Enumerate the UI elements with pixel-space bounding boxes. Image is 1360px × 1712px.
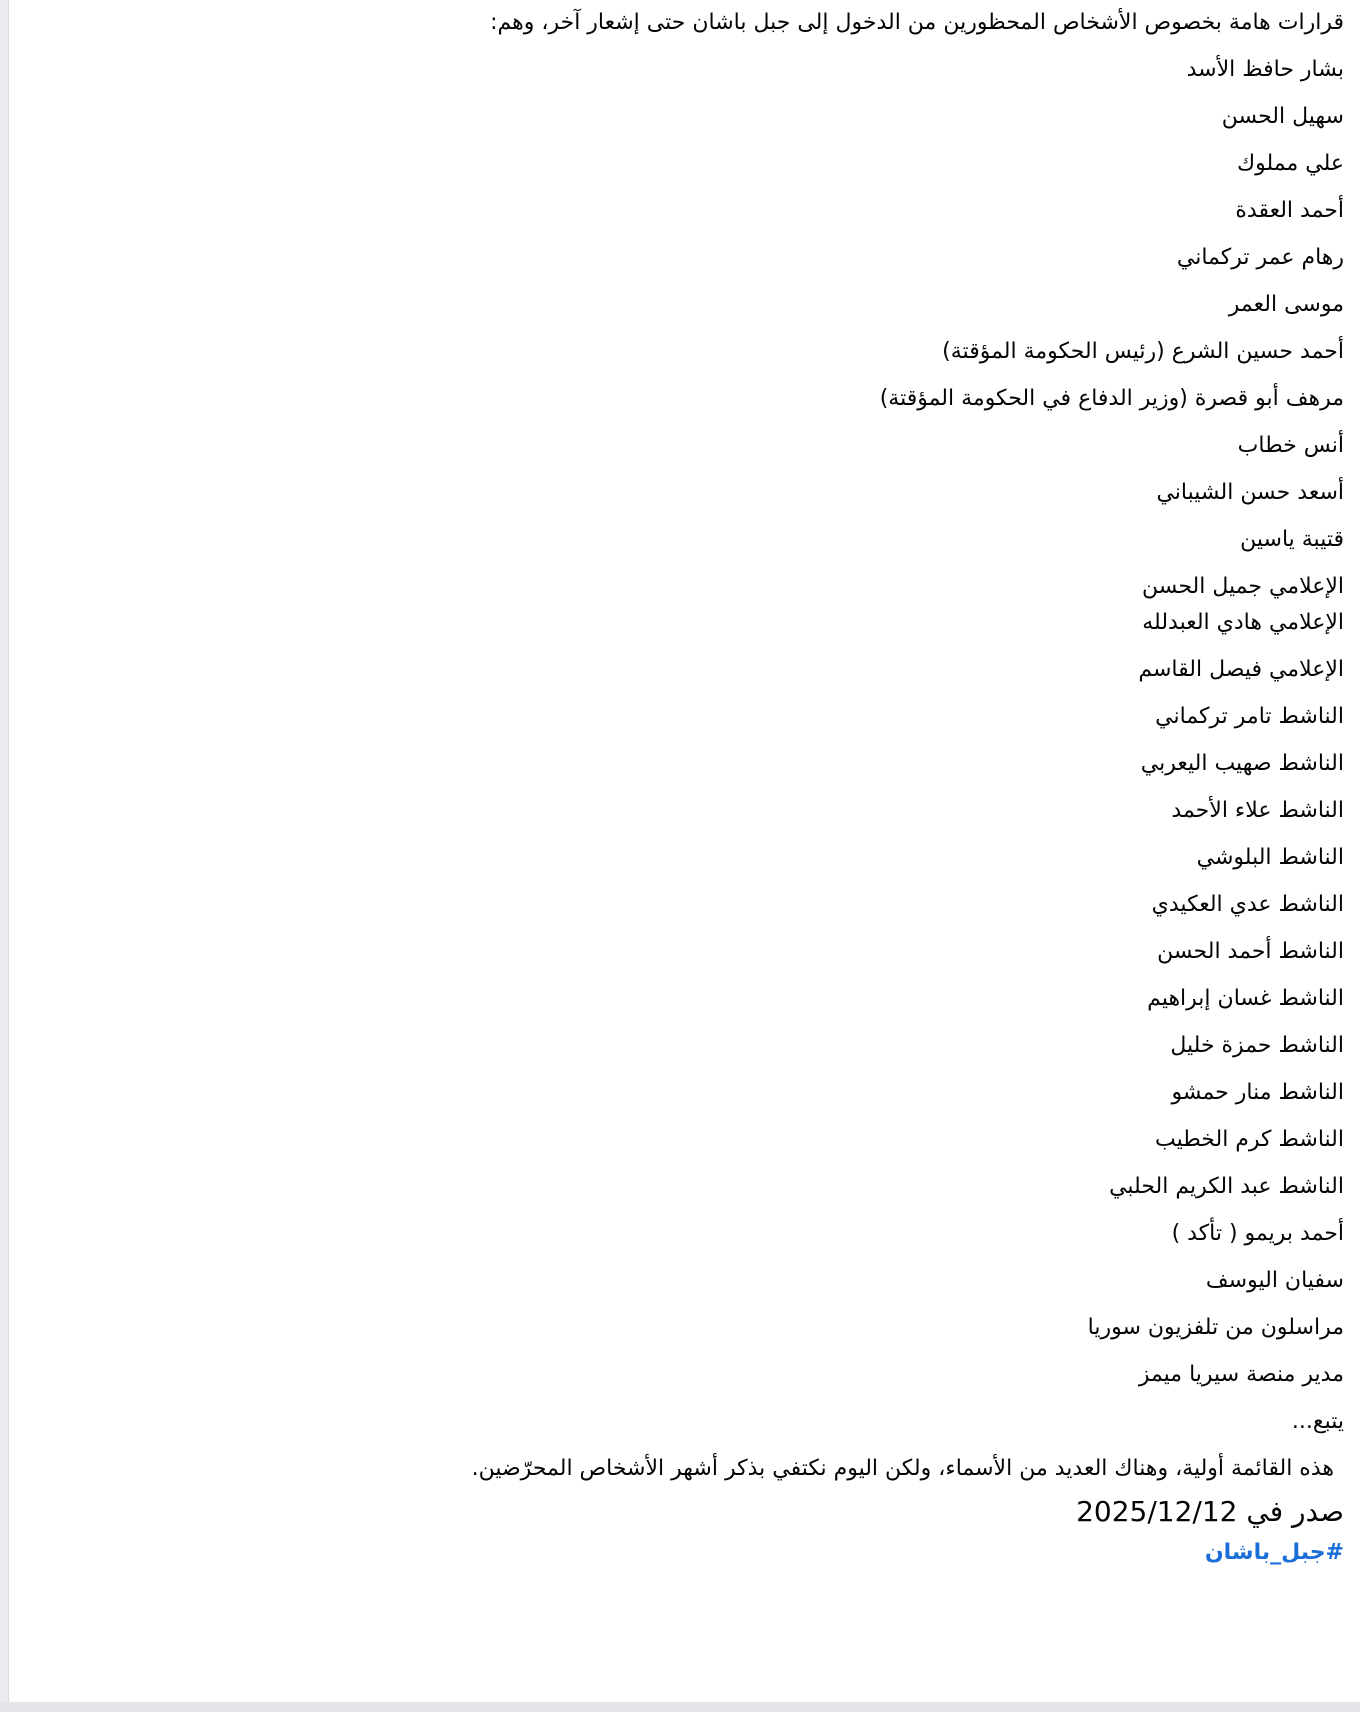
list-item: الإعلامي هادي العبدلله <box>1142 610 1344 635</box>
list-item: الناشط كرم الخطيب <box>1155 1127 1344 1152</box>
list-item: أسعد حسن الشيباني <box>1156 480 1344 505</box>
list-item: مدير منصة سيريا ميمز <box>1138 1362 1344 1387</box>
list-item: الناشط حمزة خليل <box>1170 1033 1344 1058</box>
list-item: أحمد العقدة <box>1235 198 1344 223</box>
post-intro: قرارات هامة بخصوص الأشخاص المحظورين من الدخول إلى جبل باشان حتى إشعار آخر، وهم: <box>490 10 1344 35</box>
list-item: أحمد حسين الشرع (رئيس الحكومة المؤقتة) <box>942 339 1344 364</box>
list-item: رهام عمر تركماني <box>1176 245 1344 270</box>
list-item: الناشط عدي العكيدي <box>1151 892 1344 917</box>
list-item: موسى العمر <box>1228 292 1344 317</box>
post-note: هذه القائمة أولية، وهناك العديد من الأسماء، ولكن اليوم نكتفي بذكر أشهر الأشخاص المحرّضين. <box>471 1456 1334 1481</box>
list-item: بشار حافظ الأسد <box>1186 57 1344 82</box>
list-item: الناشط أحمد الحسن <box>1157 939 1344 964</box>
list-item: الناشط البلوشي <box>1196 845 1344 870</box>
list-item: سفيان اليوسف <box>1205 1268 1344 1293</box>
list-item: قتيبة ياسين <box>1240 527 1344 552</box>
list-item: الناشط منار حمشو <box>1171 1080 1344 1105</box>
continued-text: يتبع... <box>1291 1409 1344 1434</box>
list-item: الناشط صهيب اليعربي <box>1140 751 1344 776</box>
list-item: الناشط علاء الأحمد <box>1171 798 1344 823</box>
list-item: علي مملوك <box>1236 151 1344 176</box>
list-item: الإعلامي جميل الحسن <box>1141 574 1344 599</box>
list-item: الناشط تامر تركماني <box>1155 704 1344 729</box>
hashtag-link[interactable]: #جبل_باشان <box>1204 1540 1344 1565</box>
issued-date: صدر في 2025/12/12 <box>1076 1495 1344 1528</box>
post-card <box>8 0 1360 1702</box>
list-item: الإعلامي فيصل القاسم <box>1138 657 1344 682</box>
list-item: مرهف أبو قصرة (وزير الدفاع في الحكومة المؤقتة) <box>879 386 1344 411</box>
list-item: الناشط غسان إبراهيم <box>1147 986 1344 1011</box>
list-item: سهيل الحسن <box>1221 104 1344 129</box>
bottom-divider <box>0 1702 1360 1712</box>
list-item: الناشط عبد الكريم الحلبي <box>1109 1174 1344 1199</box>
list-item: مراسلون من تلفزيون سوريا <box>1087 1315 1344 1340</box>
list-item: أحمد بريمو ( تأكد ) <box>1171 1221 1344 1246</box>
list-item: أنس خطاب <box>1237 433 1344 458</box>
